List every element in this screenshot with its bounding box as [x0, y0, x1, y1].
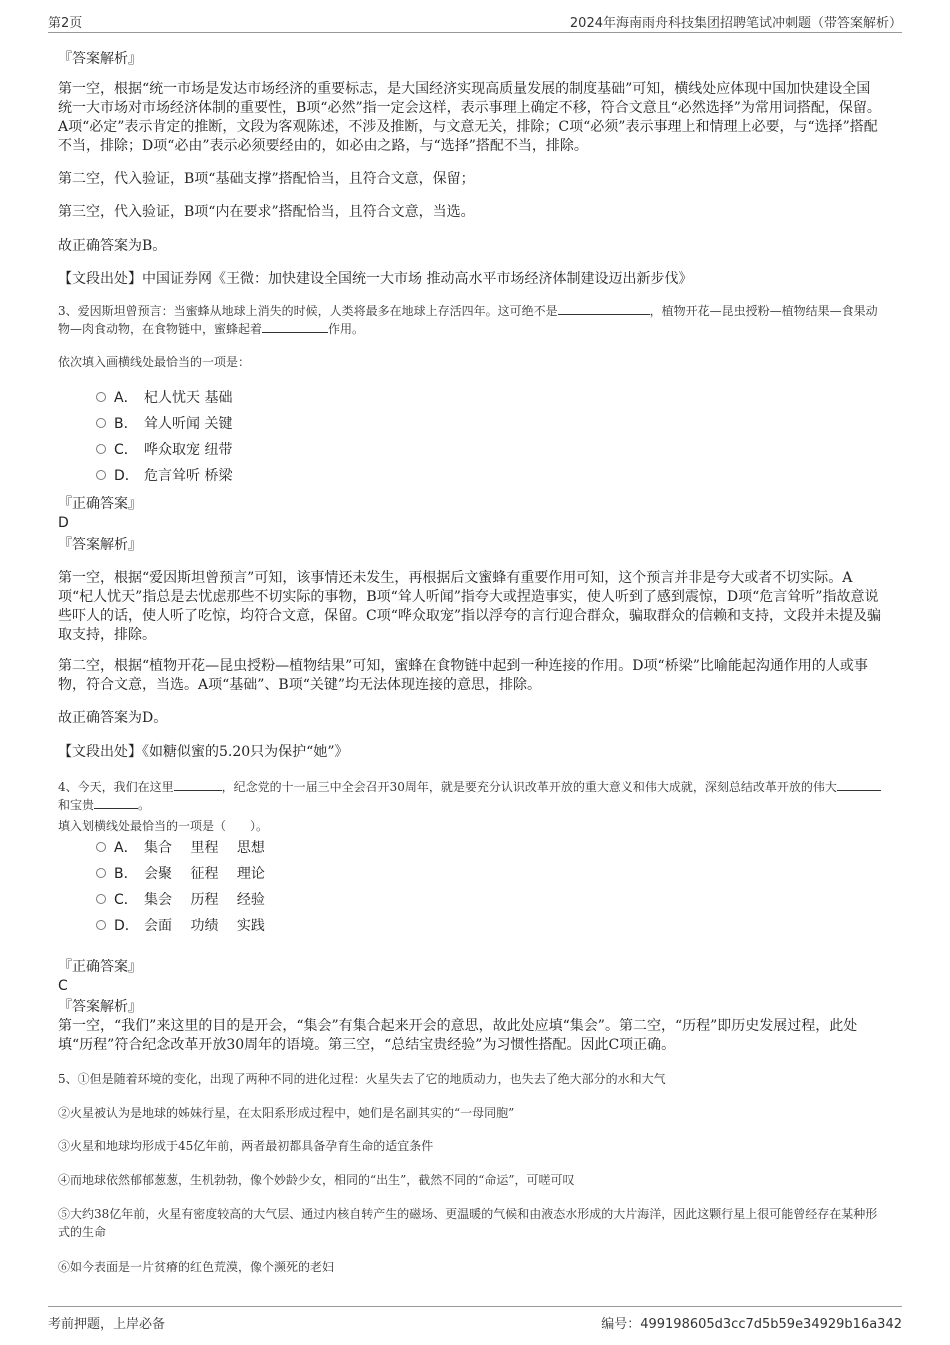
radio-icon[interactable]: [96, 444, 106, 454]
q2-analysis-p1: 第一空，根据“统一市场是发达市场经济的重要标志，是大国经济实现高质量发展的制度基础”可知，横线处应体现中国加快建设全国统一大市场对市场经济体制的重要性，B项“必然”指一定会这样，表示事理上确定不移，符合文意且“必然选择”为常用词搭配，保留。A项“必定”表示肯定的推断，文段为客观陈述，不涉及推断，与文意无关，排除；C项“必须”表示事理上和情理上必要，与“选择”搭配不当，排除；D项“必由”表示必须要经由的，如必由之路，与“选择”搭配不当，排除。: [58, 81, 881, 154]
blank-line: [262, 320, 328, 333]
blank-line: [558, 302, 650, 315]
q3-stem: 3、爱因斯坦曾预言：当蜜蜂从地球上消失的时候，人类将最多在地球上存活四年。这可绝不是 ，植物开花—昆虫授粉—植物结果—食果动物—肉食动物，在食物链中，蜜蜂起着 作用。: [58, 304, 878, 336]
q5-sentence-2: ②火星被认为是地球的姊妹行星，在太阳系形成过程中，她们是名副其实的“一母同胞”: [58, 1106, 515, 1120]
radio-icon[interactable]: [96, 920, 106, 930]
q3-option-c[interactable]: C． 哗众取宠 纽带: [96, 440, 232, 460]
q4-option-a[interactable]: A． 集合 里程 思想: [96, 838, 265, 858]
q3-source: 【文段出处】《如糖似蜜的5.20只为保护“她”》: [58, 744, 349, 760]
q3-answer: D: [58, 515, 69, 531]
q5-sentence-1: 5、①但是随着环境的变化，出现了两种不同的进化过程：火星失去了它的地质动力，也失去了绝大部分的水和大气: [58, 1072, 666, 1086]
radio-icon[interactable]: [96, 392, 106, 402]
page-header: [48, 10, 902, 33]
q4-analysis-p1: 第一空，“我们”来这里的目的是开会，“集会”有集合起来开会的意思，故此处应填“集会”。第二空，“历程”即历史发展过程，此处填“历程”符合纪念改革开放30周年的语境。第三空，“总结宝贵经验”为习惯性搭配。因此C项正确。: [58, 1018, 858, 1053]
q4-prompt: 填入划横线处最恰当的一项是（ ）。: [58, 819, 269, 833]
q4-option-c[interactable]: C． 集会 历程 经验: [96, 890, 265, 910]
q3-option-b[interactable]: B． 耸人听闻 关键: [96, 414, 232, 434]
blank-line: [174, 778, 222, 791]
q3-option-d[interactable]: D． 危言耸听 桥梁: [96, 466, 232, 486]
document-code: 编号：499198605d3cc7d5b59e34929b16a342: [601, 1317, 902, 1332]
q5-sentence-5: ⑤大约38亿年前，火星有密度较高的大气层、通过内核自转产生的磁场、更温暖的气候和由液态水形成的大片海洋，因此这颗行星上很可能曾经存在某种形式的生命: [58, 1207, 878, 1239]
page-footer: [48, 1306, 902, 1331]
q4-answer: C: [58, 978, 68, 994]
radio-icon[interactable]: [96, 470, 106, 480]
blank-line: [94, 796, 138, 809]
q3-analysis-p2: 第二空，根据“植物开花—昆虫授粉—植物结果”可知，蜜蜂在食物链中起到一种连接的作用。D项“桥梁”比喻能起沟通作用的人或事物，符合文意，当选。A项“基础”、B项“关键”均无法体现连接的意思，排除。: [58, 658, 868, 693]
q3-analysis-p3: 故正确答案为D。: [58, 710, 168, 726]
radio-icon[interactable]: [96, 868, 106, 878]
q4-answer-label: 『正确答案』: [58, 959, 142, 975]
q5-sentence-6: ⑥如今表面是一片贫瘠的红色荒漠，像个濒死的老妇: [58, 1260, 335, 1274]
document-title: 2024年海南雨舟科技集团招聘笔试冲刺题（带答案解析）: [569, 16, 902, 31]
radio-icon[interactable]: [96, 418, 106, 428]
radio-icon[interactable]: [96, 894, 106, 904]
q4-stem: 4、今天，我们在这里 ，纪念党的十一届三中全会召开30周年，就是要充分认识改革开放的重大意义和伟大成就，深刻总结改革开放的伟大和宝贵 。: [58, 778, 883, 814]
q3-option-a[interactable]: A． 杞人忧天 基础: [96, 388, 232, 408]
q3-prompt: 依次填入画横线处最恰当的一项是：: [58, 355, 251, 369]
page-number: 第2页: [48, 16, 83, 31]
blank-line: [837, 778, 881, 791]
q2-analysis-p2: 第二空，代入验证，B项“基础支撑”搭配恰当，且符合文意，保留；: [58, 171, 475, 187]
q2-analysis-p4: 故正确答案为B。: [58, 238, 167, 254]
q4-analysis-label: 『答案解析』: [58, 999, 142, 1015]
q5-sentence-3: ③火星和地球均形成于45亿年前，两者最初都具备孕育生命的适宜条件: [58, 1139, 434, 1153]
q2-analysis-p3: 第三空，代入验证，B项“内在要求”搭配恰当，且符合文意，当选。: [58, 204, 475, 220]
q4-option-d[interactable]: D． 会面 功绩 实践: [96, 916, 265, 936]
q4-option-b[interactable]: B． 会聚 征程 理论: [96, 864, 265, 884]
footer-slogan: 考前押题，上岸必备: [48, 1317, 166, 1332]
q2-analysis-label: 『答案解析』: [58, 51, 142, 67]
q5-sentence-4: ④而地球依然郁郁葱葱，生机勃勃，像个妙龄少女，相同的“出生”，截然不同的“命运”，可嗟可叹: [58, 1173, 575, 1187]
q3-answer-label: 『正确答案』: [58, 496, 142, 512]
radio-icon[interactable]: [96, 842, 106, 852]
q2-source: 【文段出处】中国证券网《王微：加快建设全国统一大市场 推动高水平市场经济体制建设迈出新步伐》: [58, 271, 693, 287]
q3-analysis-p1: 第一空，根据“爱因斯坦曾预言”可知，该事情还未发生，再根据后文蜜蜂有重要作用可知，这个预言并非是夸大或者不切实际。A项“杞人忧天”指总是去忧虑那些不切实际的事物，B项“耸人听闻”指夸大或捏造事实，使人听到了感到震惊，D项“危言耸听”指故意说些吓人的话，使人听了吃惊，均符合文意，保留。C项“哗众取宠”指以浮夸的言行迎合群众，骗取群众的信赖和支持，文段并未提及骗取支持，排除。: [58, 570, 882, 643]
q3-analysis-label: 『答案解析』: [58, 537, 142, 553]
